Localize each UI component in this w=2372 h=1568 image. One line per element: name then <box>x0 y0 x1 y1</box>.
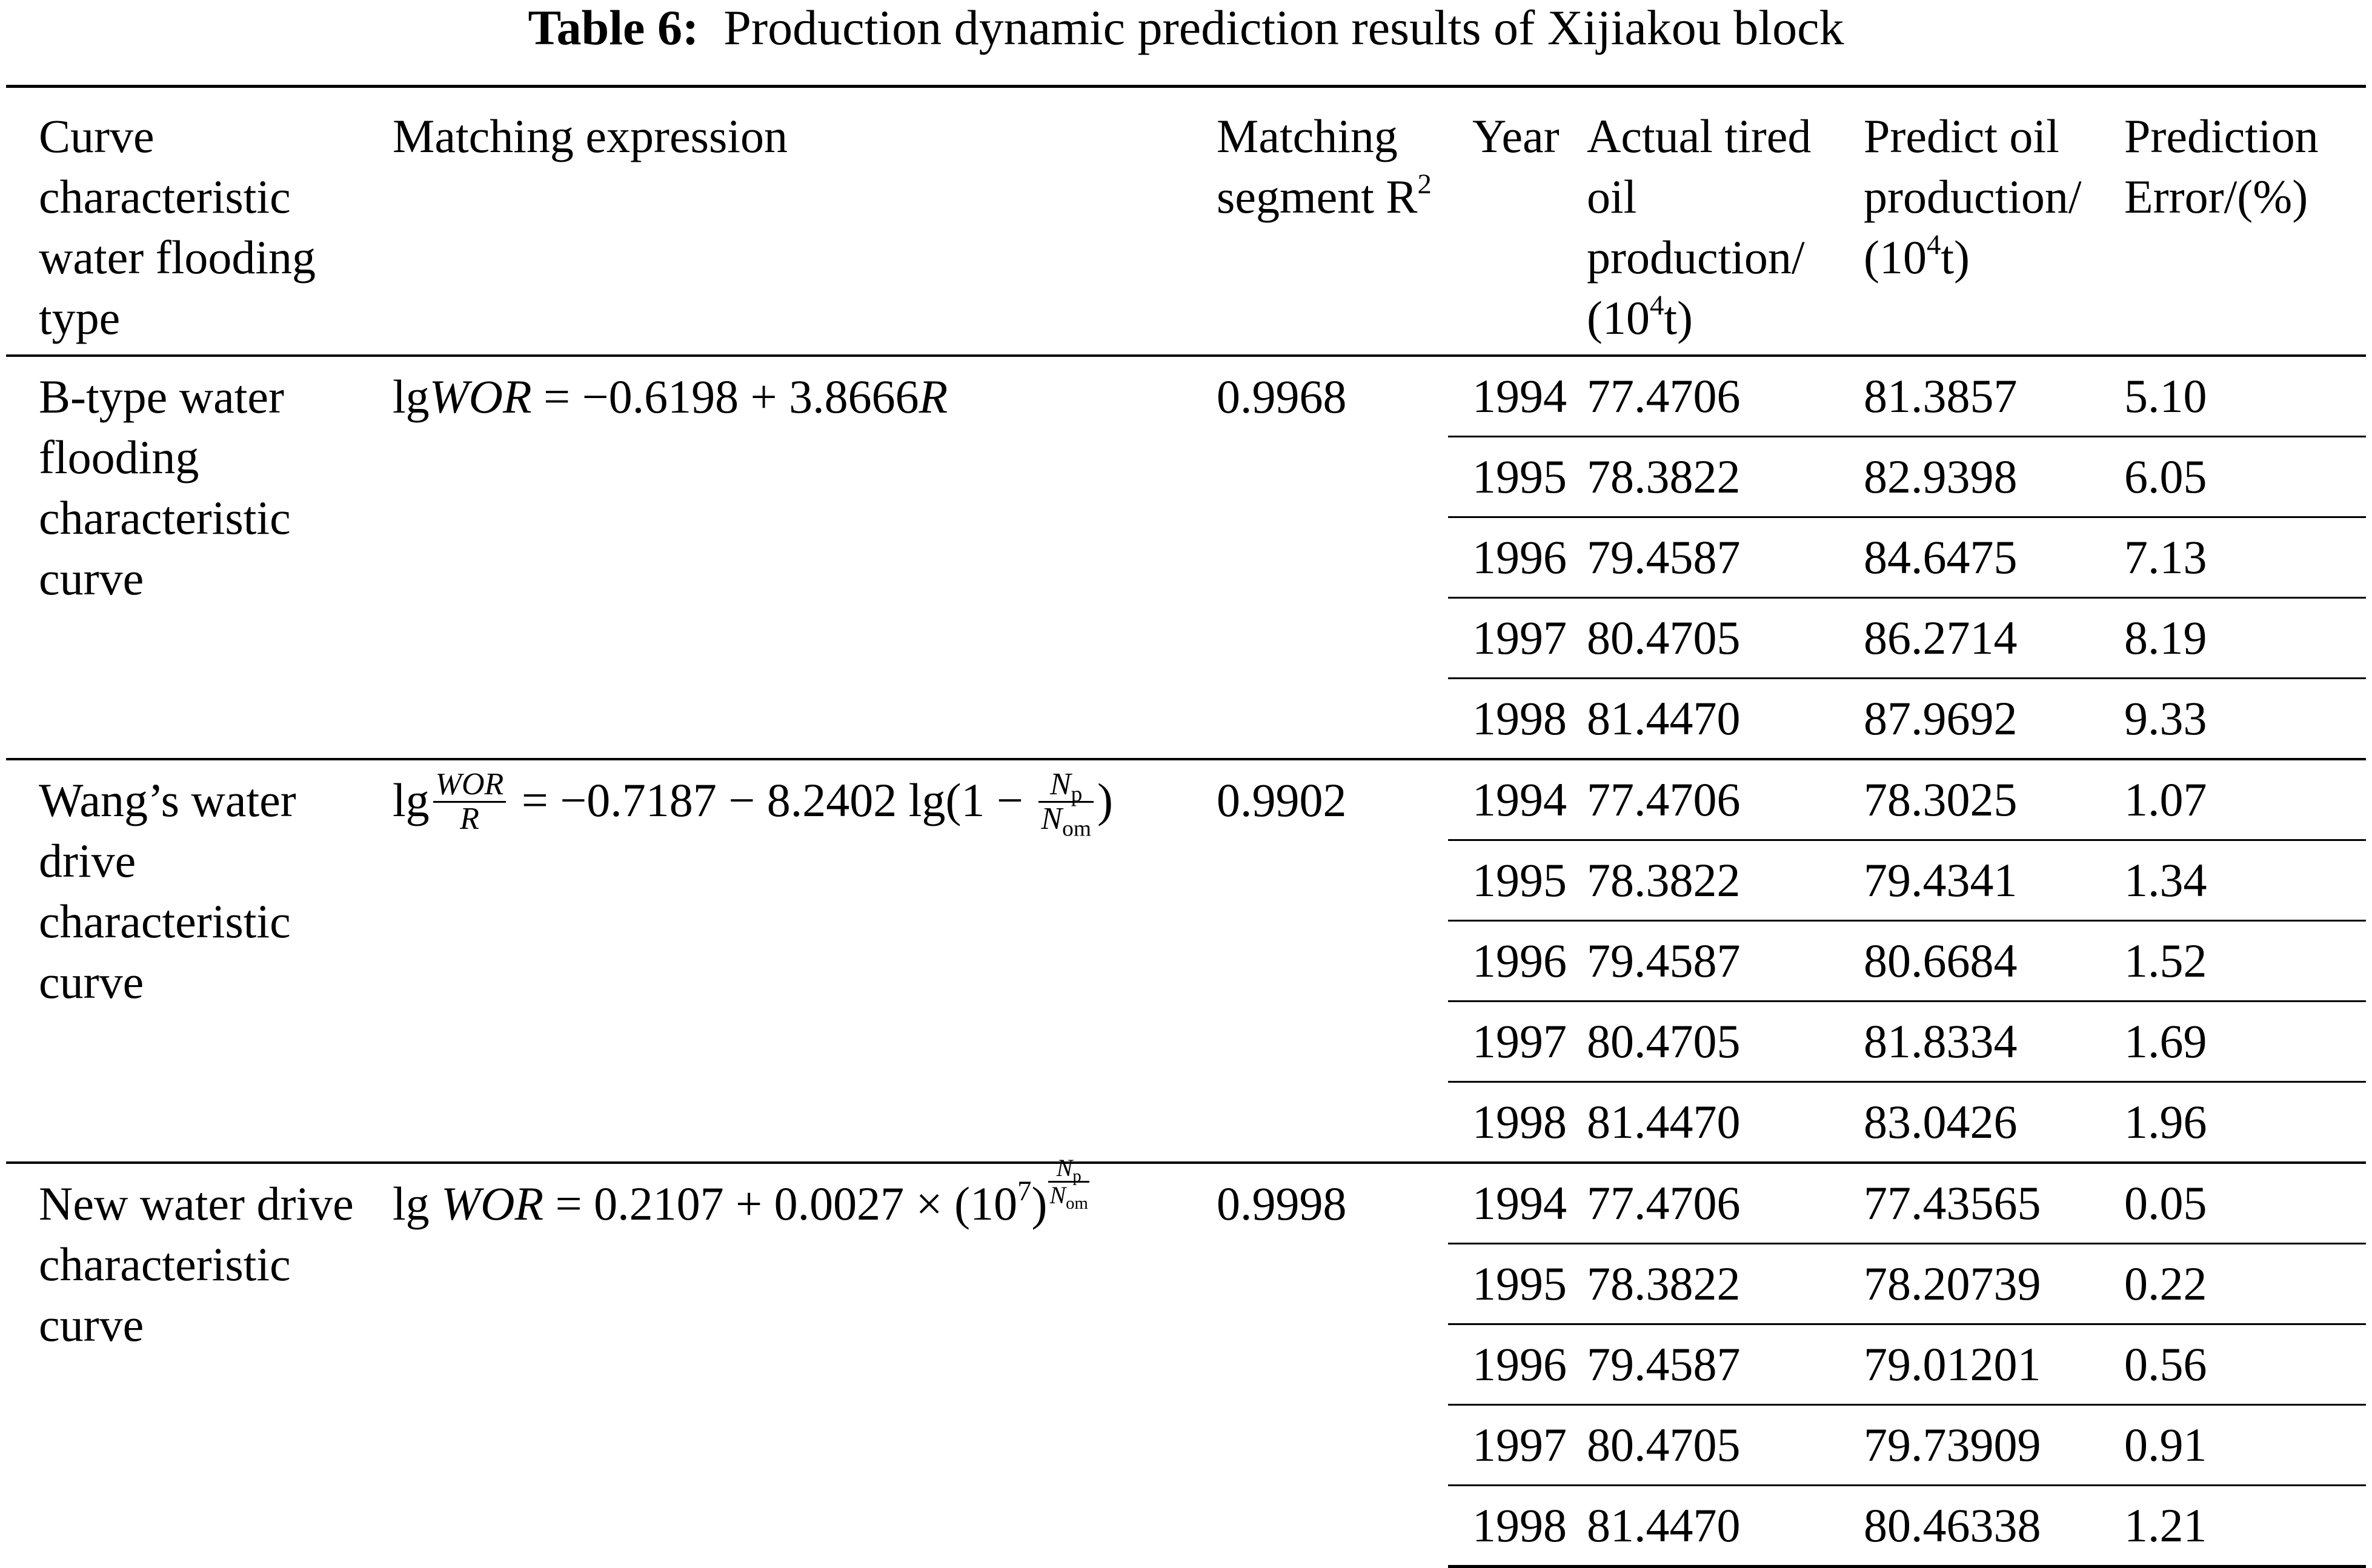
table-caption <box>0 0 2372 56</box>
header-actual-text: Actual tired oil production/ (10 <box>1587 110 1812 344</box>
year-cell: 1998 <box>1448 1486 1578 1567</box>
error-cell: 0.56 <box>2115 1324 2366 1405</box>
expr-lhs: lg <box>393 370 430 423</box>
r2-cell: 0.9968 <box>1217 370 1347 423</box>
actual-cell: 80.4705 <box>1578 1405 1854 1486</box>
actual-cell: 78.3822 <box>1578 437 1854 517</box>
error-cell: 0.22 <box>2115 1244 2366 1324</box>
expr-rhs: = −0.6198 + 3.8666 <box>531 370 919 423</box>
actual-cell: 79.4587 <box>1578 517 1854 598</box>
fraction-denominator <box>1038 801 1094 841</box>
fraction-denominator: R <box>460 801 479 836</box>
fraction-denominator <box>1048 1181 1089 1213</box>
header-curve-type: Curve characteristic water flooding type <box>6 87 382 356</box>
expression-b-type <box>393 370 948 423</box>
expr-fraction-2 <box>1038 766 1094 841</box>
actual-cell: 80.4705 <box>1578 598 1854 679</box>
expression-new <box>393 1154 1089 1230</box>
header-error: Prediction Error/(%) <box>2115 87 2366 356</box>
fraction-sub: om <box>1062 816 1091 841</box>
error-cell: 5.10 <box>2124 370 2207 422</box>
expr-var: WOR <box>429 370 532 423</box>
predict-cell: 78.3025 <box>1854 759 2115 840</box>
error-cell: 1.52 <box>2115 921 2366 1002</box>
header-row <box>6 87 2366 356</box>
header-actual <box>1578 87 1854 356</box>
year-cell: 1995 <box>1448 1244 1578 1324</box>
year-cell: 1997 <box>1448 598 1578 679</box>
error-cell: 0.05 <box>2115 1163 2366 1244</box>
caption-text: Production dynamic prediction results of Xijiakou block <box>723 0 1844 55</box>
actual-cell: 77.4706 <box>1578 759 1854 840</box>
header-r2 <box>1212 87 1448 356</box>
year-cell: 1994 <box>1448 759 1578 840</box>
error-cell: 8.19 <box>2115 598 2366 679</box>
predict-cell: 80.46338 <box>1854 1486 2115 1567</box>
actual-cell: 80.4705 <box>1578 1002 1854 1082</box>
error-cell: 9.33 <box>2115 679 2366 760</box>
error-cell: 1.96 <box>2115 1082 2366 1163</box>
fraction-numerator <box>1048 1154 1089 1186</box>
predict-cell: 86.2714 <box>1854 598 2115 679</box>
header-actual-sup: 4 <box>1649 290 1664 322</box>
header-r2-text: Matching segment R <box>1217 110 1418 223</box>
header-actual-tail: t) <box>1664 291 1693 344</box>
expression-cell <box>382 356 1212 759</box>
expression-cell <box>382 1154 1212 1567</box>
year-cell: 1998 <box>1448 1082 1578 1163</box>
prediction-table <box>6 85 2366 1568</box>
fraction-sub: p <box>1071 781 1083 806</box>
actual-cell: 77.4706 <box>1578 1163 1854 1244</box>
predict-cell: 87.9692 <box>1854 679 2115 760</box>
expr-exponent-fraction <box>1048 1154 1089 1213</box>
actual-cell: 81.4470 <box>1578 1486 1854 1567</box>
error-cell: 1.07 <box>2115 759 2366 840</box>
fraction-var: N <box>1056 1154 1073 1181</box>
table-row <box>6 356 2366 437</box>
header-year: Year <box>1448 87 1578 356</box>
year-cell: 1995 <box>1448 437 1578 517</box>
expr-sup: 7 <box>1017 1175 1032 1208</box>
predict-cell: 79.73909 <box>1854 1405 2115 1486</box>
expr-fraction <box>433 768 507 835</box>
table-row <box>6 1163 2366 1244</box>
error-cell: 1.21 <box>2115 1486 2366 1567</box>
header-r2-sup: 2 <box>1417 168 1432 201</box>
predict-cell: 81.8334 <box>1854 1002 2115 1082</box>
error-cell: 7.13 <box>2115 517 2366 598</box>
caption-label: Table 6: <box>528 0 699 55</box>
error-cell: 0.91 <box>2115 1405 2366 1486</box>
expr-tail: ) <box>1097 774 1113 826</box>
curve-type-cell: New water drive characteristic curve <box>6 1163 382 1567</box>
fraction-sub: p <box>1072 1166 1081 1186</box>
r2-cell: 0.9998 <box>1212 1163 1448 1567</box>
expr-var2: R <box>919 370 948 423</box>
expr-mid: = 0.2107 + 0.0027 × (10 <box>543 1177 1018 1230</box>
predict-cell: 79.01201 <box>1854 1324 2115 1405</box>
year-cell: 1994 <box>1448 1163 1578 1244</box>
predict-cell: 83.0426 <box>1854 1082 2115 1163</box>
header-predict-sup: 4 <box>1926 229 1941 261</box>
fraction-sub: om <box>1066 1194 1088 1213</box>
table-row <box>6 759 2366 840</box>
predict-cell: 81.3857 <box>1864 370 2018 422</box>
curve-type-cell: B-type water flooding characteristic curve <box>39 370 291 605</box>
actual-cell: 78.3822 <box>1578 1244 1854 1324</box>
expr-close: ) <box>1031 1177 1048 1230</box>
year-cell: 1998 <box>1448 679 1578 760</box>
header-predict-text: Predict oil production/ (10 <box>1864 110 2082 284</box>
predict-cell: 79.4341 <box>1854 840 2115 921</box>
actual-cell: 79.4587 <box>1578 921 1854 1002</box>
r2-cell: 0.9902 <box>1212 759 1448 1163</box>
actual-cell: 81.4470 <box>1578 679 1854 760</box>
year-cell: 1997 <box>1448 1405 1578 1486</box>
header-expression: Matching expression <box>382 87 1212 356</box>
expr-var: WOR <box>441 1177 544 1230</box>
predict-cell: 84.6475 <box>1854 517 2115 598</box>
expression-wang <box>393 766 1113 841</box>
year-cell: 1994 <box>1472 370 1567 422</box>
actual-cell: 77.4706 <box>1587 370 1741 422</box>
year-cell: 1997 <box>1448 1002 1578 1082</box>
expression-cell <box>382 759 1212 1163</box>
fraction-numerator <box>1038 766 1094 806</box>
header-predict-tail: t) <box>1941 231 1970 284</box>
error-cell: 1.34 <box>2115 840 2366 921</box>
error-cell: 1.69 <box>2115 1002 2366 1082</box>
fraction-var: N <box>1049 1181 1066 1209</box>
expr-lhs: lg <box>393 774 430 826</box>
year-cell: 1996 <box>1448 921 1578 1002</box>
year-cell: 1996 <box>1448 1324 1578 1405</box>
fraction-var: N <box>1049 766 1071 802</box>
expr-mid: = −0.7187 − 8.2402 lg(1 − <box>510 774 1035 826</box>
actual-cell: 78.3822 <box>1578 840 1854 921</box>
year-cell: 1995 <box>1448 840 1578 921</box>
expr-lhs: lg <box>393 1177 442 1230</box>
actual-cell: 81.4470 <box>1578 1082 1854 1163</box>
predict-cell: 77.43565 <box>1854 1163 2115 1244</box>
year-cell: 1996 <box>1448 517 1578 598</box>
predict-cell: 82.9398 <box>1854 437 2115 517</box>
predict-cell: 78.20739 <box>1854 1244 2115 1324</box>
actual-cell: 79.4587 <box>1578 1324 1854 1405</box>
curve-type-cell: Wang’s water drive characteristic curve <box>6 759 382 1163</box>
header-predict <box>1854 87 2115 356</box>
fraction-numerator: WOR <box>433 768 507 803</box>
fraction-var: N <box>1041 801 1063 836</box>
error-cell: 6.05 <box>2115 437 2366 517</box>
predict-cell: 80.6684 <box>1854 921 2115 1002</box>
